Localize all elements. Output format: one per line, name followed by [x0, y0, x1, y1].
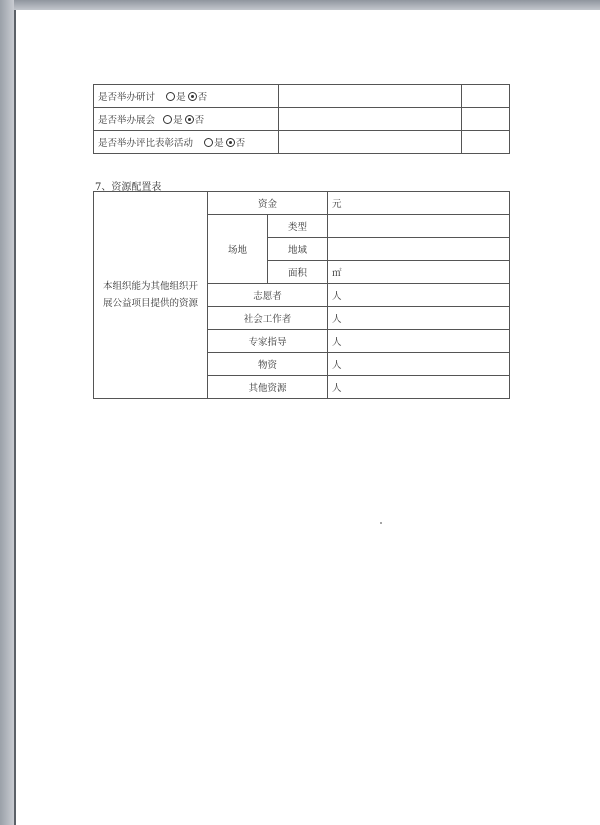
venue-label: 场地	[208, 215, 268, 284]
answer-cell[interactable]	[279, 131, 462, 154]
radio-yes[interactable]	[163, 115, 172, 124]
materials-label: 物资	[208, 353, 328, 376]
extra-cell[interactable]	[462, 85, 510, 108]
document-page	[14, 10, 600, 825]
radio-no-checked[interactable]	[188, 92, 197, 101]
venue-area-unit[interactable]: ㎡	[328, 261, 510, 284]
funds-label: 资金	[208, 192, 328, 215]
question-label: 是否举办展会	[98, 115, 156, 126]
social-workers-label: 社会工作者	[208, 307, 328, 330]
materials-unit[interactable]: 人	[328, 353, 510, 376]
award-question	[94, 131, 279, 154]
table-row	[94, 108, 510, 131]
no-label: 否	[194, 115, 205, 126]
table-row	[94, 192, 510, 215]
no-label: 否	[197, 92, 208, 103]
venue-area-label: 面积	[268, 261, 328, 284]
venue-region-value[interactable]	[328, 238, 510, 261]
seminar-question	[94, 85, 279, 108]
radio-yes[interactable]	[166, 92, 175, 101]
scan-edge-left	[0, 0, 14, 825]
social-workers-unit[interactable]: 人	[328, 307, 510, 330]
activity-table	[93, 84, 510, 154]
table-row	[94, 85, 510, 108]
extra-cell[interactable]	[462, 108, 510, 131]
org-resources-label: 本组织能为其他组织开展公益项目提供的资源	[94, 192, 208, 399]
table-row	[94, 131, 510, 154]
answer-cell[interactable]	[279, 85, 462, 108]
volunteers-label: 志愿者	[208, 284, 328, 307]
question-label: 是否举办评比表彰活动	[98, 138, 194, 149]
other-resources-label: 其他资源	[208, 376, 328, 399]
other-resources-unit[interactable]: 人	[328, 376, 510, 399]
extra-cell[interactable]	[462, 131, 510, 154]
section-title: 7、资源配置表	[95, 182, 162, 193]
question-label: 是否举办研讨	[98, 92, 156, 103]
yes-label: 是	[176, 92, 186, 103]
resource-table	[93, 191, 510, 399]
scan-speck	[380, 522, 382, 524]
funds-unit[interactable]: 元	[328, 192, 510, 215]
no-label: 否	[235, 138, 246, 149]
volunteers-unit[interactable]: 人	[328, 284, 510, 307]
expert-guidance-label: 专家指导	[208, 330, 328, 353]
answer-cell[interactable]	[279, 108, 462, 131]
radio-no-checked[interactable]	[226, 138, 235, 147]
yes-label: 是	[214, 138, 224, 149]
radio-yes[interactable]	[204, 138, 213, 147]
yes-label: 是	[173, 115, 183, 126]
venue-type-value[interactable]	[328, 215, 510, 238]
venue-region-label: 地域	[268, 238, 328, 261]
expert-guidance-unit[interactable]: 人	[328, 330, 510, 353]
radio-no-checked[interactable]	[185, 115, 194, 124]
exhibition-question	[94, 108, 279, 131]
venue-type-label: 类型	[268, 215, 328, 238]
